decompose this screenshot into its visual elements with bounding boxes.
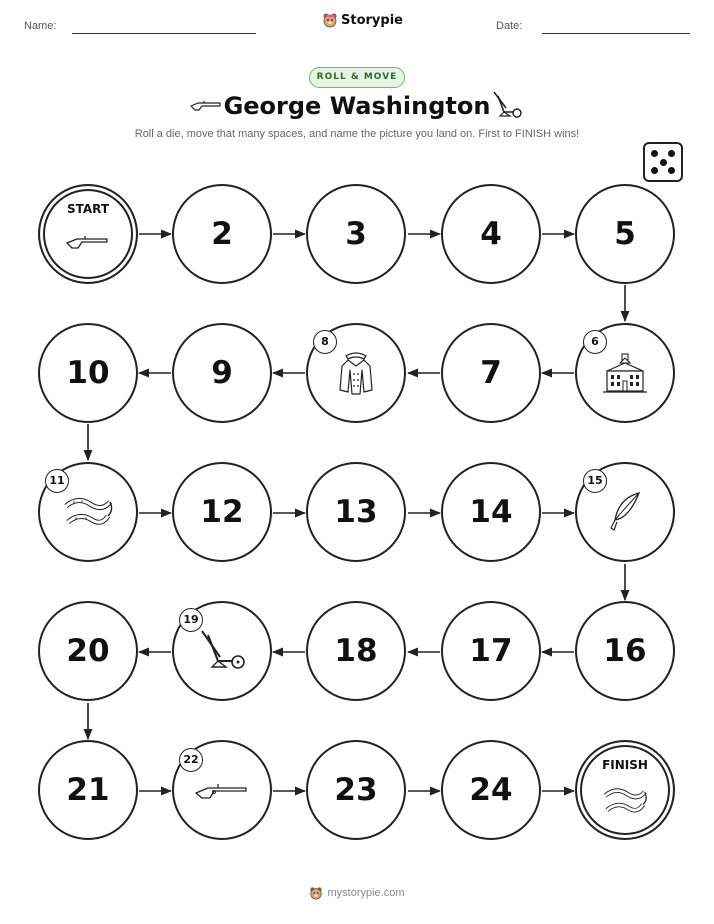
instructions: Roll a die, move that many spaces, and name the picture you land on. First to FINISH wins! [134, 128, 580, 140]
board-space-13[interactable]: 13 [306, 462, 406, 562]
board-space-3[interactable]: 3 [306, 184, 406, 284]
board-space-17[interactable]: 17 [441, 601, 541, 701]
footer-url[interactable]: mystorypie.com [327, 887, 405, 899]
plow-icon [196, 627, 248, 675]
page-title: George Washington [223, 92, 491, 120]
quill-icon [605, 490, 645, 534]
board-space-24[interactable]: 24 [441, 740, 541, 840]
start-label: START [66, 202, 110, 216]
musket-icon [194, 779, 250, 801]
board-space-14[interactable]: 14 [441, 462, 541, 562]
board-space-23[interactable]: 23 [306, 740, 406, 840]
space-number-badge: 22 [179, 748, 203, 772]
finish-label: FINISH [602, 758, 648, 772]
bear-mascot-icon [309, 886, 323, 900]
board-space-18[interactable]: 18 [306, 601, 406, 701]
measuring-tape-icon [62, 492, 114, 532]
board-space-9[interactable]: 9 [172, 323, 272, 423]
space-number-badge: 6 [583, 330, 607, 354]
measuring-tape-icon [601, 783, 649, 819]
finish-space[interactable] [575, 740, 675, 840]
board-space-4[interactable]: 4 [441, 184, 541, 284]
board-space-16[interactable]: 16 [575, 601, 675, 701]
board-space-21[interactable]: 21 [38, 740, 138, 840]
space-number-badge: 11 [45, 469, 69, 493]
footer [0, 886, 714, 900]
space-number-badge: 19 [179, 608, 203, 632]
board-space-20[interactable]: 20 [38, 601, 138, 701]
name-label: Name: [24, 20, 57, 32]
brand-name: Storypie [341, 12, 403, 28]
building-icon [601, 351, 649, 395]
coat-icon [336, 350, 376, 396]
board-space-7[interactable]: 7 [441, 323, 541, 423]
space-number-badge: 8 [313, 330, 337, 354]
activity-badge: ROLL & MOVE [309, 67, 405, 88]
board-space-10[interactable]: 10 [38, 323, 138, 423]
board-space-12[interactable]: 12 [172, 462, 272, 562]
space-number-badge: 15 [583, 469, 607, 493]
date-label: Date: [496, 20, 523, 32]
start-space[interactable] [38, 184, 138, 284]
board-space-2[interactable]: 2 [172, 184, 272, 284]
musket-icon [65, 231, 111, 251]
board-space-5[interactable]: 5 [575, 184, 675, 284]
